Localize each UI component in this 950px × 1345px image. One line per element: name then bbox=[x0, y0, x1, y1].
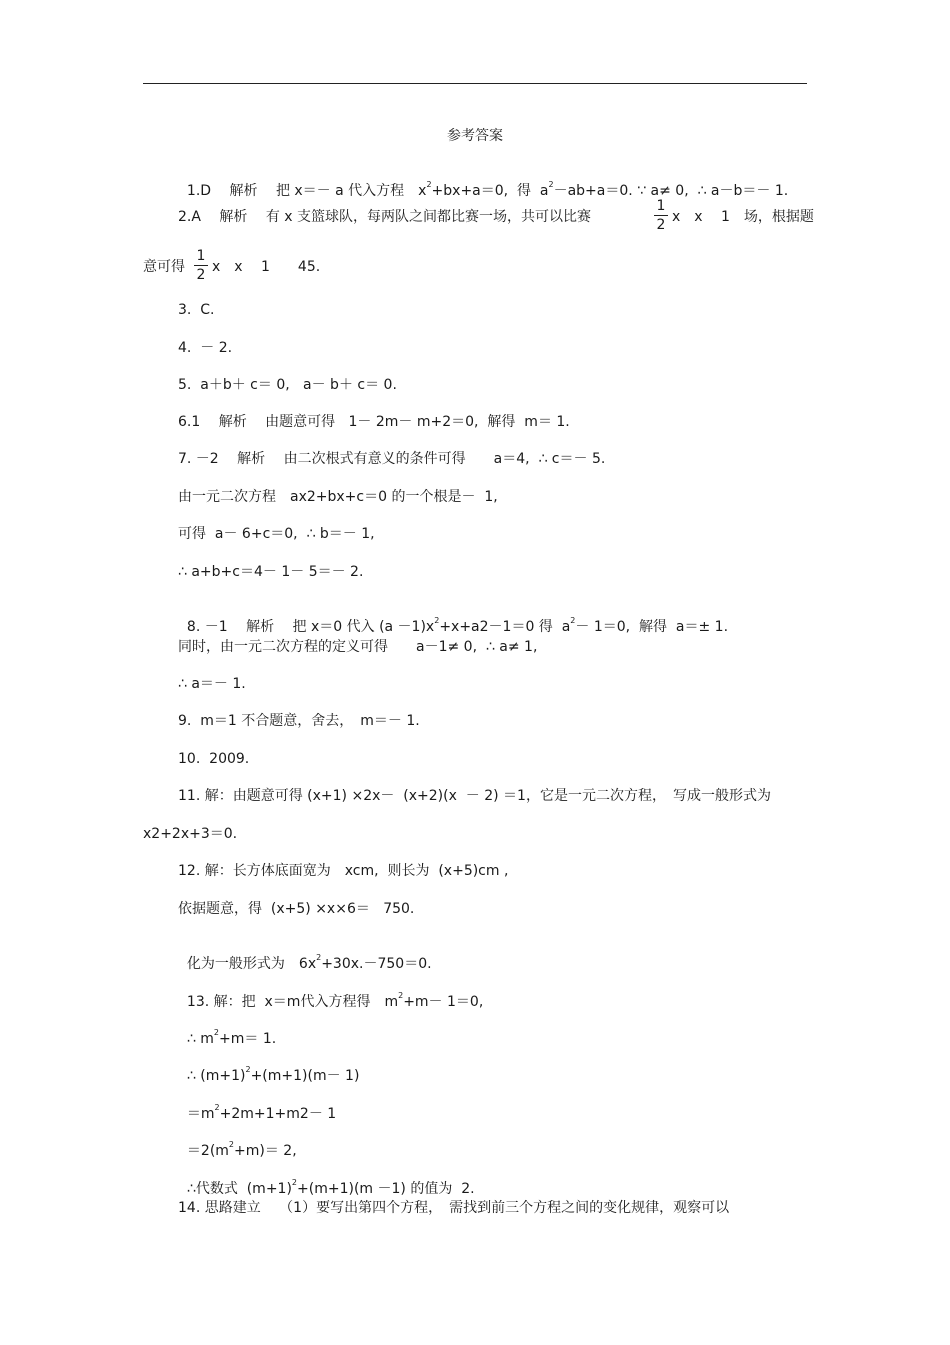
page-title: 参考答案 bbox=[447, 128, 503, 144]
answer-7-line-2: 由一元二次方程 ax2+bx+c＝0 的一个根是－ 1, bbox=[178, 489, 498, 505]
answer-12-line-2: 依据题意，得 (x+5) ×x×6＝ 750. bbox=[178, 901, 415, 917]
answer-5: 5. a＋b＋ c＝ 0, a－ b＋ c＝ 0. bbox=[178, 377, 397, 393]
answer-8-line-3: ∴ a＝－ 1. bbox=[178, 676, 246, 692]
answer-9: 9. m＝1 不合题意，舍去， m＝－ 1. bbox=[178, 713, 420, 729]
answer-6: 6.1 解析 由题意可得 1－ 2m－ m+2＝0, 解得 m＝ 1. bbox=[178, 414, 570, 430]
answer-13-line-5: $=2(m^2+m)= 2$, bbox=[186, 1140, 297, 1159]
answer-2-line-2: 意可得 bbox=[143, 259, 185, 275]
answer-13-line-2: ∴ $m^2+m= 1$. bbox=[186, 1028, 277, 1047]
answer-14: 14. 思路建立 （1）要写出第四个方程， 需找到前三个方程之间的变化规律，观察可以 bbox=[178, 1200, 730, 1216]
answer-13: 13. 解：把 x＝m代入方程得 $m^2+m- 1=0$, bbox=[186, 991, 484, 1010]
header-rule bbox=[143, 83, 807, 84]
answer-8-line-2: 同时，由一元二次方程的定义可得 a－1≠ 0, ∴ a≠ 1, bbox=[178, 639, 538, 655]
answer-4: 4. － 2. bbox=[178, 340, 233, 356]
answer-2-line-2-tail: x x 1 45. bbox=[212, 259, 321, 275]
answer-7: 7. －2 解析 由二次根式有意义的条件可得 a＝4, ∴ c＝－ 5. bbox=[178, 451, 606, 467]
answer-2-line-1-tail: x x 1 场，根据题 bbox=[672, 209, 814, 225]
fraction-half-2: 1 2 bbox=[194, 249, 208, 282]
answer-13-line-4: $=m^2+2m+1+m2- 1$ bbox=[186, 1103, 337, 1122]
answer-3: 3. C. bbox=[178, 302, 215, 318]
answer-8: 8. －1 解析 把 x＝0 代入 $(a -1)x^2+x+a2-1=0$ 得 $a^2- 1=0$, 解得 a＝± 1. bbox=[186, 616, 729, 635]
fraction-half: 1 2 bbox=[654, 199, 668, 232]
answer-12: 12. 解：长方体底面宽为 xcm, 则长为 (x+5)cm , bbox=[178, 863, 509, 879]
answer-7-line-4: ∴ a+b+c＝4－ 1－ 5＝－ 2. bbox=[178, 564, 364, 580]
answer-12-line-3: 化为一般形式为 $6x^2+30x.-750=0$. bbox=[186, 953, 432, 972]
answer-1: 1.D 解析 把 x＝－ a 代入方程 $x^2+bx+a=0$, 得 $a^2-ab+a=0$. ∵ a≠ 0, ∴ a－b＝－ 1. bbox=[186, 180, 789, 199]
answer-11-line-2: x2+2x+3＝0. bbox=[143, 826, 238, 842]
answer-2-line-1: 2.A 解析 有 x 支篮球队，每两队之间都比赛一场，共可以比赛 bbox=[178, 209, 592, 225]
answer-11: 11. 解：由题意可得 (x+1) ×2x－ (x+2)(x － 2) ＝1，它是一元二次方程， 写成一般形式为 bbox=[178, 788, 771, 804]
answer-10: 10. 2009. bbox=[178, 751, 250, 767]
answer-13-line-6: ∴代数式 $(m+1)^2+(m+1)(m -1)$ 的值为 2. bbox=[186, 1178, 475, 1197]
answer-7-line-3: 可得 a－ 6+c＝0, ∴ b＝－ 1, bbox=[178, 526, 375, 542]
answer-13-line-3: ∴ $(m+1)^2+(m+1)(m- 1)$ bbox=[186, 1065, 360, 1084]
